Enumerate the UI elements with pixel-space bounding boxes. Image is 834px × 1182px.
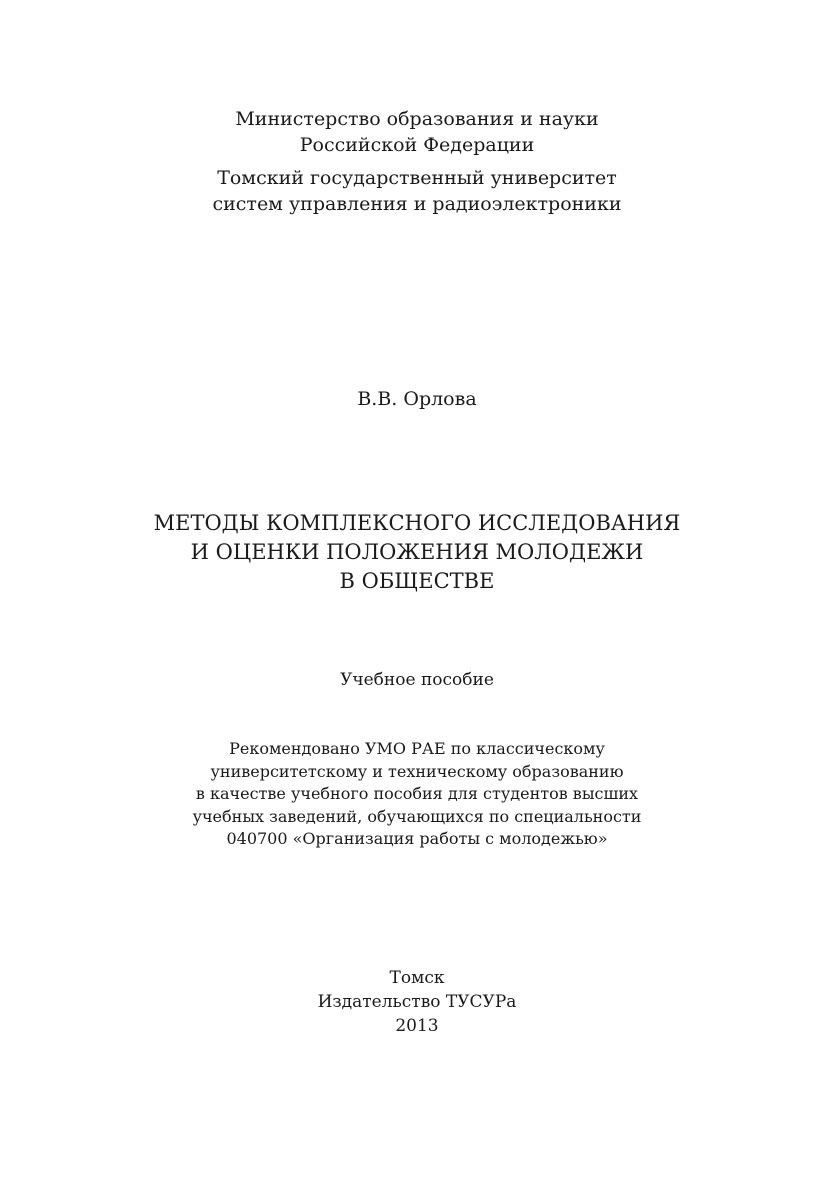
title-line: И ОЦЕНКИ ПОЛОЖЕНИЯ МОЛОДЕЖИ [190, 540, 644, 564]
book-type-text: Учебное пособие [340, 670, 494, 690]
university-header [0, 165, 834, 217]
title-line: МЕТОДЫ КОМПЛЕКСНОГО ИССЛЕДОВАНИЯ [153, 511, 681, 535]
book-title [0, 509, 834, 596]
ministry-line: Министерство образования и науки [235, 108, 599, 130]
imprint-city: Томск [389, 968, 445, 988]
author-name [0, 386, 834, 412]
author-text: В.В. Орлова [357, 388, 477, 410]
ministry-line: Российской Федерации [299, 134, 535, 156]
title-line: В ОБЩЕСТВЕ [339, 569, 495, 593]
university-line: Томский государственный университет [217, 167, 617, 189]
recommendation-line: 040700 «Организация работы с молодежью» [226, 829, 608, 848]
recommendation-line: университетскому и техническому образованию [210, 761, 624, 781]
imprint-year: 2013 [395, 1016, 439, 1036]
recommendation-note [0, 738, 834, 851]
university-line: систем управления и радиоэлектроники [212, 193, 622, 215]
imprint [0, 966, 834, 1038]
recommendation-line: Рекомендовано УМО РАЕ по классическому [229, 739, 605, 758]
recommendation-line: учебных заведений, обучающихся по специальности [192, 806, 642, 826]
recommendation-line: в качестве учебного пособия для студентов высших [195, 784, 639, 803]
imprint-publisher: Издательство ТУСУРа [317, 992, 517, 1012]
ministry-header [0, 106, 834, 158]
book-type [0, 668, 834, 692]
